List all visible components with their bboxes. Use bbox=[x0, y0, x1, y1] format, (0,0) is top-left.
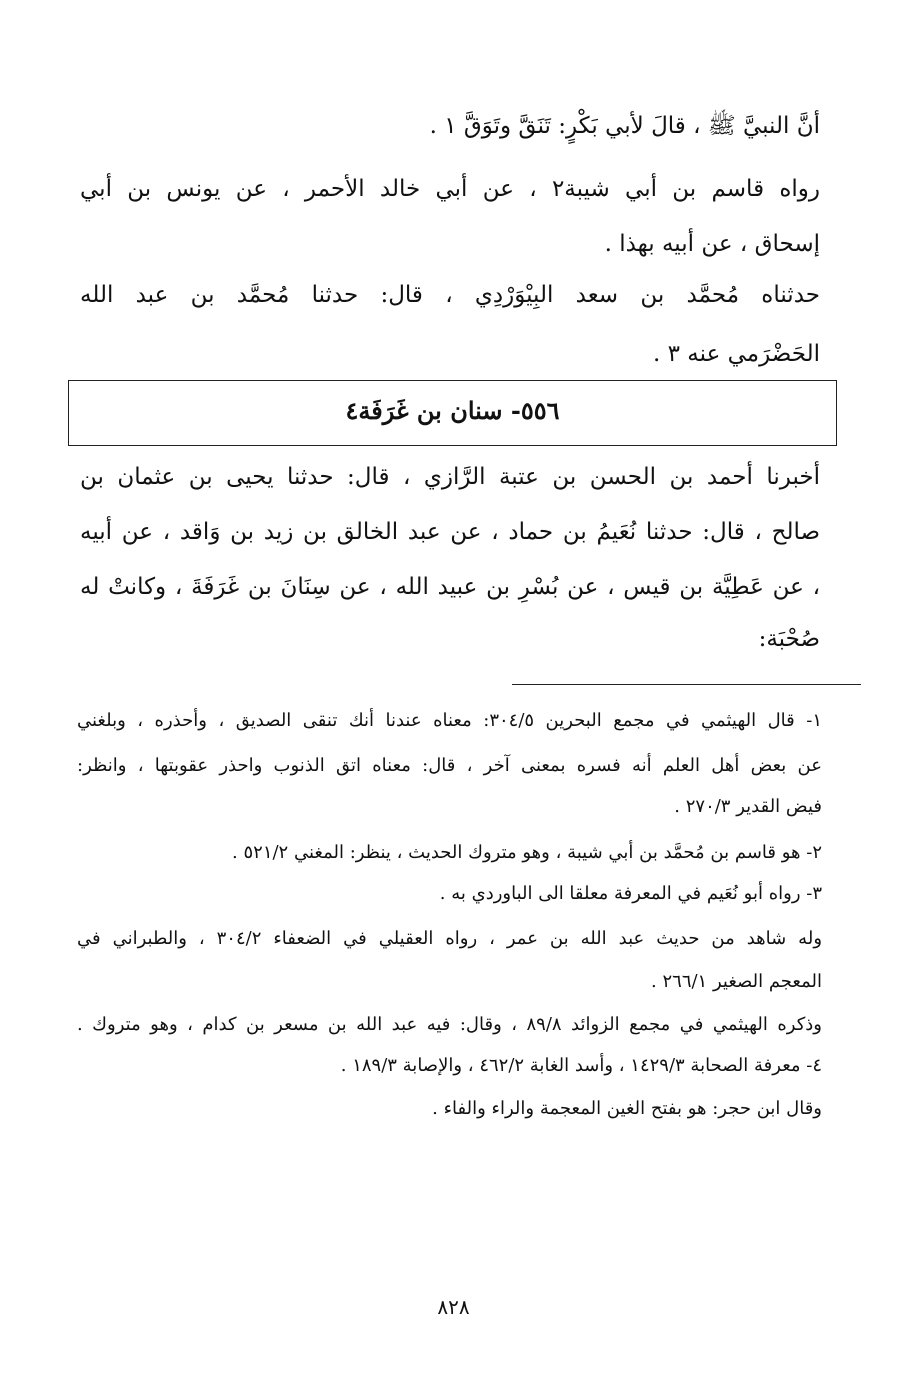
main-text-line: ، عن عَطِيَّة بن قيس ، عن بُسْرِ بن عبيد الله ، عن سِنَانَ بن غَرَفَةَ ، وكانتْ له bbox=[80, 574, 820, 600]
main-text-line: أنَّ النبيَّ ﷺ ، قالَ لأبي بَكْرٍ: تَنَقَّ وتَوَقَّ ١ . bbox=[429, 113, 820, 139]
section-title: ٥٥٦- سنان بن غَرَفَة٤ bbox=[345, 396, 560, 425]
footnote-separator bbox=[512, 684, 861, 685]
footnote-line: ٢- هو قاسم بن مُحمَّد بن أبي شيبة ، وهو متروك الحديث ، ينظر: المغني ٥٢١/٢ . bbox=[232, 842, 822, 863]
footnote-line: المعجم الصغير ٢٦٦/١ . bbox=[651, 971, 822, 992]
main-text-line: صُحْبَة: bbox=[758, 626, 820, 652]
footnote-line: وذكره الهيثمي في مجمع الزوائد ٨٩/٨ ، وقال: فيه عبد الله بن مسعر بن كدام ، وهو متروك . bbox=[77, 1014, 822, 1035]
page-number: ٨٢٨ bbox=[437, 1295, 470, 1319]
footnote-line: وله شاهد من حديث عبد الله بن عمر ، رواه العقيلي في الضعفاء ٣٠٤/٢ ، والطبراني في bbox=[77, 928, 823, 949]
footnote-line: ٣- رواه أبو نُعَيم في المعرفة معلقا الى الباوردي به . bbox=[439, 883, 822, 904]
footnote-line: ١- قال الهيثمي في مجمع البحرين ٣٠٤/٥: معناه عندنا أنك تنقى الصديق ، وأحذره ، وبلغني bbox=[77, 710, 822, 731]
footnote-line: ٤- معرفة الصحابة ١٤٢٩/٣ ، وأسد الغابة ٤٦٢/٢ ، والإصابة ١٨٩/٣ . bbox=[340, 1055, 822, 1076]
footnote-line: فيض القدير ٢٧٠/٣ . bbox=[674, 796, 822, 817]
main-text-line: أخبرنا أحمد بن الحسن بن عتبة الرَّازي ، قال: حدثنا يحيى بن عثمان بن bbox=[80, 464, 820, 490]
main-text-line: رواه قاسم بن أبي شيبة٢ ، عن أبي خالد الأحمر ، عن يونس بن أبي bbox=[80, 176, 820, 202]
main-text-line: صالح ، قال: حدثنا نُعَيمُ بن حماد ، عن عبد الخالق بن زيد بن وَاقد ، عن أبيه bbox=[80, 519, 820, 545]
main-text-line: الحَضْرَمي عنه ٣ . bbox=[653, 341, 820, 367]
footnote-line: عن بعض أهل العلم أنه فسره بمعنى آخر ، قال: معناه اتق الذنوب واحذر عقوبتها ، وانظر: bbox=[77, 755, 822, 776]
main-text-line: إسحاق ، عن أبيه بهذا . bbox=[604, 231, 820, 257]
main-text-line: حدثناه مُحمَّد بن سعد البِيْوَرْدِي ، قال: حدثنا مُحمَّد بن عبد الله bbox=[80, 282, 820, 308]
section-title-box bbox=[68, 380, 837, 446]
footnote-line: وقال ابن حجر: هو بفتح الغين المعجمة والراء والفاء . bbox=[432, 1098, 822, 1119]
